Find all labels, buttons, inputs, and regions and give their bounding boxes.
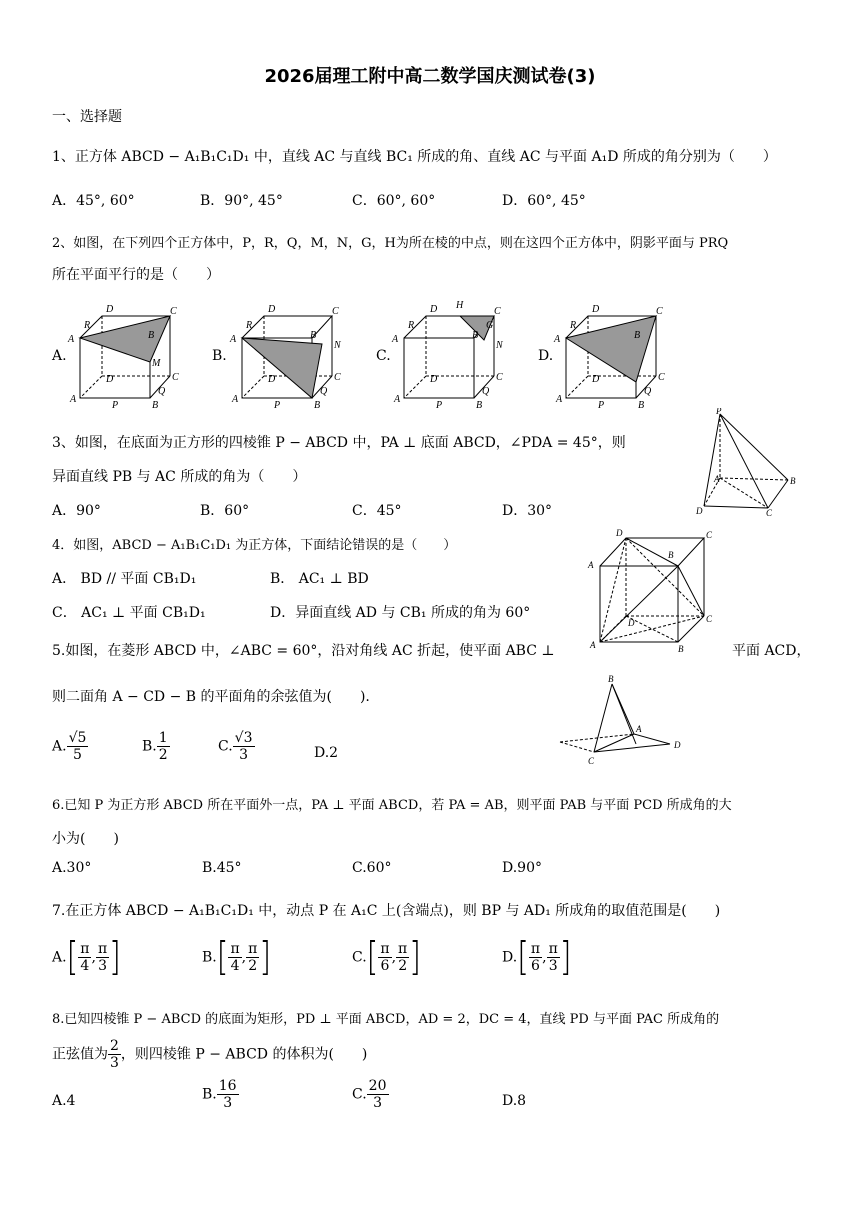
- q1-option-b[interactable]: B．90°, 45°: [200, 193, 283, 209]
- svg-text:R: R: [408, 320, 415, 331]
- svg-text:A: A: [554, 334, 561, 345]
- svg-text:D: D: [696, 506, 703, 516]
- page-title: 2026届理工附中高二数学国庆测试卷(3): [264, 66, 596, 87]
- svg-text:B: B: [476, 400, 483, 410]
- svg-text:B: B: [148, 330, 155, 341]
- svg-text:D: D: [106, 374, 114, 385]
- svg-text:C: C: [588, 756, 595, 766]
- q5-option-a[interactable]: A. $\frac{√5}{5}$: [52, 730, 87, 763]
- svg-text:A: A: [230, 334, 237, 345]
- q5-stem-line2: 则二面角 A − CD − B 的平面角的余弦值为( ).: [52, 689, 370, 705]
- q8-option-a[interactable]: A.4: [52, 1093, 76, 1109]
- q1-option-d[interactable]: D．60°, 45°: [502, 193, 586, 209]
- svg-text:P: P: [274, 400, 281, 410]
- q4-option-c[interactable]: C． AC₁ ⊥ 平面 CB₁D₁: [52, 605, 206, 621]
- svg-text:A: A: [636, 724, 642, 734]
- q6-stem-line1: 6.已知 P 为正方形 ABCD 所在平面外一点，PA ⊥ 平面 ABCD，若 PA = AB，则平面 PAB 与平面 PCD 所成角的大: [52, 798, 732, 813]
- svg-text:C: C: [334, 372, 341, 383]
- svg-text:A: A: [392, 334, 399, 345]
- q8-stem-line2: 正弦值为 $\frac{2}{3}$ ，则四棱锥 P − ABCD 的体积为( ): [52, 1038, 368, 1071]
- q2-stem-line2: 所在平面平行的是（ ）: [52, 267, 220, 283]
- q5-option-b[interactable]: B. $\frac{1}{2}$: [142, 730, 168, 763]
- q5-option-c[interactable]: C. $\frac{√3}{3}$: [218, 730, 253, 763]
- svg-text:D: D: [430, 304, 438, 315]
- svg-text:C: C: [706, 530, 713, 540]
- svg-text:D: D: [628, 618, 635, 628]
- svg-text:D: D: [268, 374, 276, 385]
- q7-option-a[interactable]: A.[ $\frac{\pi}{4}$ , $\frac{\pi}{3}$ ]: [52, 934, 121, 981]
- svg-text:R: R: [246, 320, 253, 331]
- svg-text:P: P: [716, 408, 722, 416]
- svg-text:B: B: [790, 476, 796, 486]
- q1-stem: 1、正方体 ABCD − A₁B₁C₁D₁ 中，直线 AC 与直线 BC₁ 所成的角、直线 AC 与平面 A₁D 所成的角分别为（ ）: [52, 149, 777, 165]
- svg-text:A: A: [714, 474, 720, 484]
- section-heading: 一、选择题: [52, 109, 122, 125]
- q3-pyramid-figure: [690, 408, 806, 518]
- q3-option-d[interactable]: D．30°: [502, 503, 553, 519]
- q3-option-a[interactable]: A．90°: [52, 503, 101, 519]
- q2-figure-a: [66, 298, 194, 410]
- svg-text:P: P: [436, 400, 443, 410]
- q5-option-d[interactable]: D.2: [314, 745, 339, 761]
- q7-stem: 7.在正方体 ABCD − A₁B₁C₁D₁ 中，动点 P 在 A₁C 上(含端点)，则 BP 与 AD₁ 所成角的取值范围是( ): [52, 903, 721, 919]
- q7-option-b[interactable]: B.[ $\frac{\pi}{4}$ , $\frac{\pi}{2}$ ]: [202, 934, 272, 981]
- q2-stem-line1: 2、如图，在下列四个正方体中，P，R，Q，M，N，G，H为所在棱的中点，则在这四个正方体中，阴影平面与 PRQ: [52, 236, 729, 251]
- q7-option-c[interactable]: C.[ $\frac{\pi}{6}$ , $\frac{\pi}{2}$ ]: [352, 934, 421, 981]
- svg-text:C: C: [656, 306, 663, 317]
- svg-text:D: D: [616, 528, 623, 538]
- svg-text:A: A: [394, 394, 401, 405]
- q3-stem-line2: 异面直线 PB 与 AC 所成的角为（ ）: [52, 469, 307, 485]
- svg-text:A: A: [556, 394, 563, 405]
- svg-text:Q: Q: [482, 386, 490, 397]
- q8-option-c[interactable]: C. $\frac{20}{3}$: [352, 1078, 387, 1111]
- q2-option-d-label[interactable]: D.: [538, 348, 554, 364]
- q4-cube-figure: [586, 528, 722, 652]
- q6-option-c[interactable]: C.60°: [352, 860, 392, 876]
- svg-text:N: N: [496, 340, 503, 351]
- q6-stem-line2: 小为( ): [52, 831, 119, 847]
- q5-stem-line1a: 5.如图，在菱形 ABCD 中，∠ABC = 60°，沿对角线 AC 折起，使平面 ABC ⊥: [52, 643, 555, 659]
- svg-text:R: R: [570, 320, 577, 331]
- q4-option-b[interactable]: B． AC₁ ⊥ BD: [270, 571, 369, 587]
- q7-option-d[interactable]: D.[ $\frac{\pi}{6}$ , $\frac{\pi}{3}$ ]: [502, 934, 572, 981]
- svg-text:B: B: [152, 400, 159, 410]
- svg-text:A: A: [590, 640, 596, 650]
- q8-option-b[interactable]: B. $\frac{16}{3}$: [202, 1078, 237, 1111]
- svg-text:A: A: [68, 334, 75, 345]
- svg-text:B: B: [668, 550, 674, 560]
- svg-text:B: B: [314, 400, 321, 410]
- svg-text:C: C: [658, 372, 665, 383]
- q2-figure-c: [390, 298, 518, 410]
- q3-option-b[interactable]: B．60°: [200, 503, 250, 519]
- svg-text:P: P: [112, 400, 119, 410]
- q2-option-c-label[interactable]: C.: [376, 348, 391, 364]
- svg-text:D: D: [430, 374, 438, 385]
- q2-figure-d: [552, 298, 680, 410]
- q1-option-c[interactable]: C．60°, 60°: [352, 193, 436, 209]
- svg-text:B: B: [638, 400, 645, 410]
- q4-option-a[interactable]: A． BD // 平面 CB₁D₁: [52, 571, 197, 587]
- svg-text:D: D: [674, 740, 681, 750]
- svg-text:B: B: [310, 330, 317, 341]
- svg-text:D: D: [592, 304, 600, 315]
- q6-option-d[interactable]: D.90°: [502, 860, 542, 876]
- q2-option-a-label[interactable]: A.: [52, 348, 67, 364]
- q5-stem-line1b: 平面 ACD，: [732, 643, 811, 659]
- svg-text:Q: Q: [320, 386, 328, 397]
- svg-text:D: D: [268, 304, 276, 315]
- svg-text:Q: Q: [158, 386, 166, 397]
- svg-text:A: A: [232, 394, 239, 405]
- svg-text:C: C: [332, 306, 339, 317]
- q4-option-d[interactable]: D．异面直线 AD 与 CB₁ 所成的角为 60°: [270, 605, 531, 621]
- svg-text:B: B: [608, 674, 614, 684]
- q5-fold-figure: [556, 674, 696, 770]
- svg-text:P: P: [598, 400, 605, 410]
- q4-stem: 4．如图，ABCD − A₁B₁C₁D₁ 为正方体，下面结论错误的是（ ）: [52, 538, 457, 553]
- svg-text:H: H: [456, 300, 464, 311]
- svg-text:C: C: [172, 372, 179, 383]
- svg-text:B: B: [634, 330, 641, 341]
- q6-option-a[interactable]: A.30°: [52, 860, 92, 876]
- svg-text:B: B: [678, 644, 684, 652]
- svg-text:G: G: [486, 320, 494, 331]
- svg-text:D: D: [106, 304, 114, 315]
- svg-text:C: C: [496, 372, 503, 383]
- svg-text:A: A: [70, 394, 77, 405]
- q8-option-d[interactable]: D.8: [502, 1093, 527, 1109]
- svg-text:B: B: [472, 330, 479, 341]
- q3-stem-line1: 3、如图，在底面为正方形的四棱锥 P − ABCD 中，PA ⊥ 底面 ABCD，∠PDA = 45°，则: [52, 435, 626, 451]
- svg-text:C: C: [706, 614, 713, 624]
- svg-text:R: R: [84, 320, 91, 331]
- svg-text:N: N: [334, 340, 341, 351]
- svg-text:A: A: [588, 560, 594, 570]
- svg-text:D: D: [592, 374, 600, 385]
- q8-stem-line1: 8.已知四棱锥 P − ABCD 的底面为矩形，PD ⊥ 平面 ABCD，AD = 2，DC = 4，直线 PD 与平面 PAC 所成角的: [52, 1012, 720, 1027]
- q2-figure-b: [228, 298, 356, 410]
- q6-option-b[interactable]: B.45°: [202, 860, 242, 876]
- svg-text:C: C: [766, 508, 773, 518]
- svg-text:M: M: [152, 358, 161, 369]
- svg-text:C: C: [494, 306, 501, 317]
- q2-option-b-label[interactable]: B.: [212, 348, 227, 364]
- svg-text:Q: Q: [644, 386, 652, 397]
- q1-option-a[interactable]: A．45°, 60°: [52, 193, 135, 209]
- svg-text:C: C: [170, 306, 177, 317]
- q3-option-c[interactable]: C．45°: [352, 503, 402, 519]
